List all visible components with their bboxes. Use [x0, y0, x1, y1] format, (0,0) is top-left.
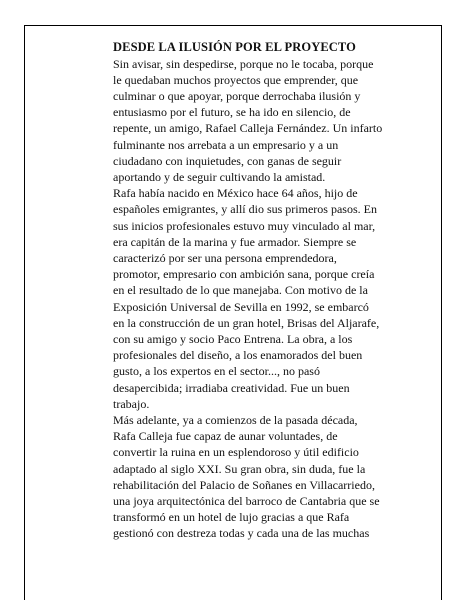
- article-paragraph-2: Rafa había nacido en México hace 64 años, hijo de españoles emigrantes, y allí dio sus primeros pasos. En sus inicios profesionales estuvo muy vinculado al mar, era capitán de la marina y fue armador. Siempre se caracterizó por ser una persona emprendedora, promotor, empresario con ambición sana, porque creía en el resultado de lo que manejaba. Con motivo de la Exposición Universal de Sevilla en 1992, se embarcó en la construcción de un gran hotel, Brisas del Aljarafe, con su amigo y socio Paco Entrena. La obra, a los profesionales del diseño, a los enamorados del buen gusto, a los expertos en el sector..., no pasó desapercibida; irradiaba creatividad. Fue un buen trabajo.: [113, 186, 380, 411]
- article-paragraph-3: Más adelante, ya a comienzos de la pasada década, Rafa Calleja fue capaz de aunar voluntades, de convertir la ruina en un esplendoroso y útil edificio adaptado al siglo XXI. Su gran obra, sin duda, fue la rehabilitación del Palacio de Soñanes en Villacarriedo, una joya arquitectónica del barroco de Cantabria que se transformó en un hotel de lujo gracias a que Rafa gestionó con destreza todas y cada una de las muchas: [113, 412, 380, 541]
- article-paragraph-1: Sin avisar, sin despedirse, porque no le tocaba, porque le quedaban muchos proyectos que emprender, que culminar o que apoyar, porque derrochaba ilusión y entusiasmo por el futuro, se ha ido en silencio, de repente, un amigo, Rafael Calleja Fernández. Un infarto fulminante nos arrebata a un empresario y a un ciudadano con inquietudes, con ganas de seguir aportando y de seguir cultivando la amistad.: [113, 56, 383, 184]
- article-title: DESDE LA ILUSIÓN POR EL PROYECTO: [113, 40, 356, 54]
- article-body: [113, 39, 413, 542]
